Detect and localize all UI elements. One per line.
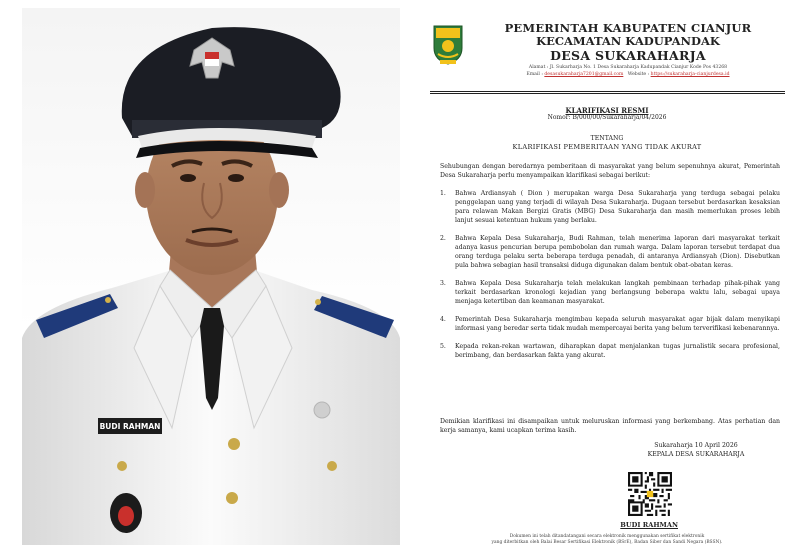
- peaked-cap: [122, 27, 341, 136]
- cianjur-regency-logo-icon: [432, 24, 464, 66]
- qr-code-icon: [628, 472, 672, 516]
- website-link[interactable]: https://sukaraharja-cianjurdesa.id: [650, 71, 730, 77]
- name-tag-text: BUDI RAHMAN: [99, 422, 161, 431]
- list-item: 5. Kepada rekan-rekan wartawan, diharapkan dapat menjalankan tugas jurnalistik secara profesional, berimbang, dan berdasarkan fakta yang akurat.: [440, 342, 780, 359]
- about-label: TENTANG: [590, 135, 624, 142]
- list-item: 2. Bahwa Kepala Desa Sukaraharja, Budi Rahman, telah menerima laporan dari masyarakat terkait adanya kasus pencurian berupa pembobolan dan rumah warga. Dalam laporan tersebut terdapat dua orang terduga pelaku serta beberapa terduga penadah, di antaranya Ardiansyah (Dion). Disebutkan pula bahwa sebagian hasil transaksi diduga digunakan dalam bentuk obat-obatan keras.: [440, 234, 780, 269]
- letter-number: Nomor: B/000/00/Sukaraharja/04/2026: [547, 114, 667, 121]
- esign-footnote: Dokumen ini telah ditandatangani secara elektronik menggunakan sertifikat elektronik yang diterbitkan oleh Balai Besar Sertifikasi Elektronik (BSrE), Badan Siber dan Sandi Negara (BSSN).: [491, 534, 723, 546]
- letterhead-village: DESA SUKARAHARJA: [550, 48, 706, 63]
- list-item: 1. Bahwa Ardiansyah ( Dion ) merupakan warga Desa Sukaraharja yang terduga sebagai pelaku penggelapan uang yang terjadi di wilayah Desa Sukaraharja. Dugaan tersebut berdasarkan kesaksian para relawan Makan Bergizi Gratis (MBG) Desa Sukaraharja dan masih memerlukan proses lebih lanjut sesuai ketentuan hukum yang berlaku.: [440, 190, 780, 224]
- signature-block: [626, 442, 766, 460]
- email-label: Email :: [526, 71, 543, 77]
- closing-paragraph: Demikian klarifikasi ini disampaikan untuk meluruskan informasi yang berkembang. Atas perhatian dan kerja samanya, kami ucapkan terima kasih.: [440, 418, 780, 434]
- letter-subject: KLARIFIKASI PEMBERITAAN YANG TIDAK AKURAT: [512, 143, 702, 151]
- intro-paragraph: Sehubungan dengan beredarnya pemberitaan di masyarakat yang belum sepenuhnya akurat, Pemerintah Desa Sukaraharja perlu menyampaikan klarifikasi sebagai berikut:: [440, 163, 780, 179]
- letterhead-divider: [430, 91, 785, 94]
- portrait-illustration: [22, 8, 400, 545]
- letter-title: KLARIFIKASI RESMI: [565, 106, 649, 115]
- letterhead-government: PEMERINTAH KABUPATEN CIANJUR: [504, 21, 752, 35]
- letterhead-district: KECAMATAN KADUPANDAK: [536, 34, 720, 48]
- place-date: Sukaraharja 10 April 2026: [654, 442, 738, 449]
- uniform-button: [228, 438, 240, 450]
- official-portrait-photo: [22, 8, 400, 545]
- letterhead: [468, 22, 788, 78]
- email-link[interactable]: desasukaraharja7201@gmail.com: [544, 71, 624, 77]
- letterhead-address: Alamat : Jl. Sukarharja No. 1 Desa Sukaraharja Kadupandak Cianjur Kode Pos 43268: [528, 65, 728, 70]
- list-item: 4. Pemerintah Desa Sukaraharja mengimbau kepada seluruh masyarakat agar bijak dalam menyikapi informasi yang beredar serta tidak mudah mempercayai berita yang belum terverifikasi kebenarannya.: [440, 315, 780, 332]
- website-label: Website :: [627, 71, 650, 77]
- clarification-letter: [418, 10, 796, 545]
- uniform-button: [226, 492, 238, 504]
- signer-name: BUDI RAHMAN: [620, 521, 678, 529]
- signer-position: KEPALA DESA SUKARAHARJA: [647, 450, 745, 458]
- clarification-points: [440, 190, 780, 370]
- list-item: 3. Bahwa Kepala Desa Sukaraharja telah melakukan langkah pembinaan terhadap pihak-pihak yang terkait berdasarkan kronologi kejadian yang berlangsung beberapa waktu lalu, sebagai upaya menjaga ketertiban dan keamanan masyarakat.: [440, 279, 780, 305]
- letterhead-contact: [468, 72, 788, 79]
